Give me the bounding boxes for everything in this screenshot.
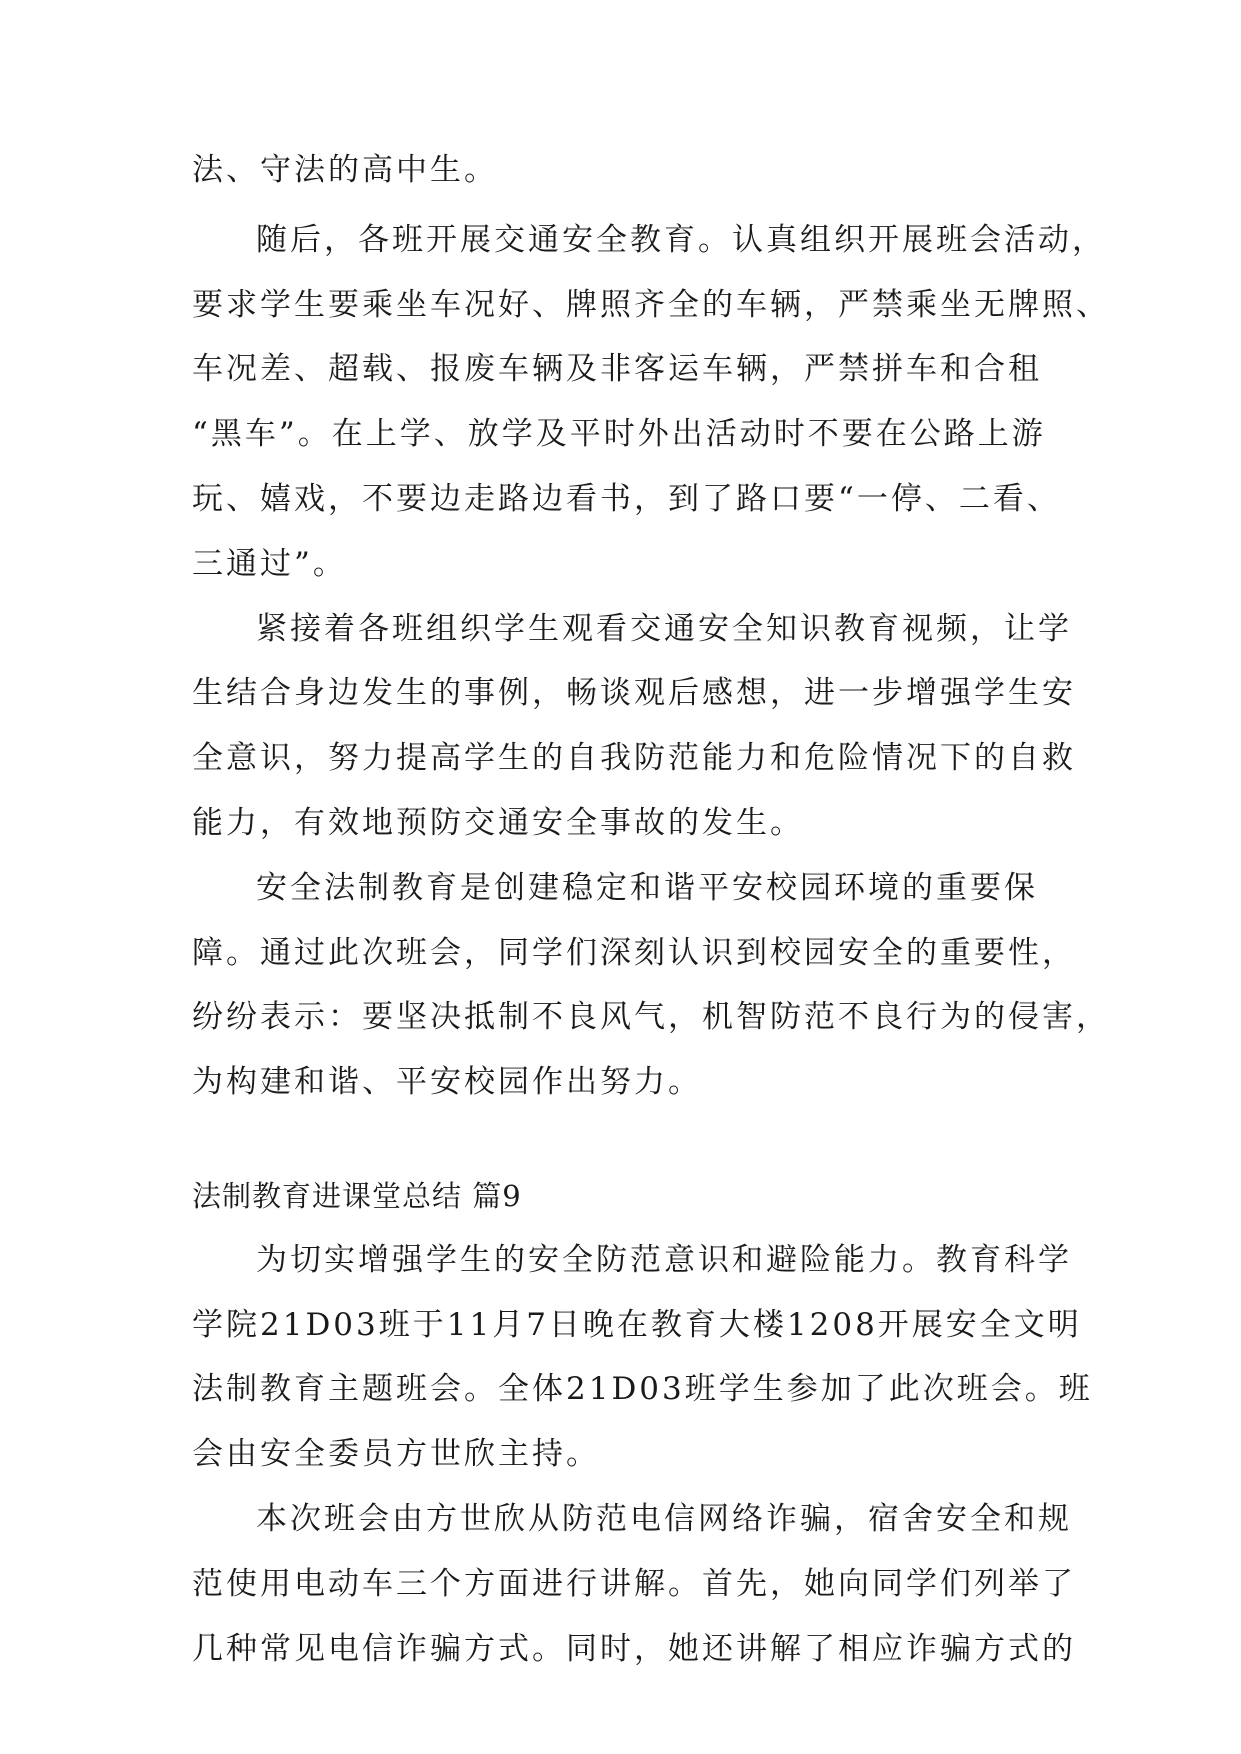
paragraph-line: 车况差、超载、报废车辆及非客运车辆，严禁拼车和合租 (192, 351, 1042, 387)
paragraph-line: 能力，有效地预防交通安全事故的发生。 (192, 805, 804, 841)
paragraph-line: 玩、嬉戏，不要边走路边看书，到了路口要“一停、二看、 (192, 481, 1061, 517)
paragraph-line: 范使用电动车三个方面进行讲解。首先，她向同学们列举了 (192, 1566, 1076, 1602)
paragraph-line: 为构建和谐、平安校园作出努力。 (192, 1064, 702, 1100)
paragraph-line: 随后，各班开展交通安全教育。认真组织开展班会活动， (256, 222, 1106, 258)
paragraph-line: 学院21D03班于11月7日晚在教育大楼1208开展安全文明 (192, 1307, 1082, 1343)
paragraph-line: 障。通过此次班会，同学们深刻认识到校园安全的重要性， (192, 935, 1076, 971)
paragraph-line: 为切实增强学生的安全防范意识和避险能力。教育科学 (256, 1242, 1072, 1278)
section-heading: 法制教育进课堂总结 篇9 (192, 1179, 522, 1213)
paragraph-line: 会由安全委员方世欣主持。 (192, 1436, 600, 1472)
paragraph-line: 安全法制教育是创建稳定和谐平安校园环境的重要保 (256, 870, 1038, 906)
paragraph-line: “黑车”。在上学、放学及平时外出活动时不要在公路上游 (192, 416, 1046, 452)
paragraph-line: 法、守法的高中生。 (192, 152, 498, 188)
paragraph-line: 三通过”。 (192, 546, 347, 582)
paragraph-line: 全意识，努力提高学生的自我防范能力和危险情况下的自救 (192, 740, 1076, 776)
paragraph-line: 法制教育主题班会。全体21D03班学生参加了此次班会。班 (192, 1371, 1093, 1407)
paragraph-line: 几种常见电信诈骗方式。同时，她还讲解了相应诈骗方式的 (192, 1631, 1076, 1667)
paragraph-line: 紧接着各班组织学生观看交通安全知识教育视频，让学 (256, 611, 1072, 647)
paragraph-line: 要求学生要乘坐车况好、牌照齐全的车辆，严禁乘坐无牌照、 (192, 287, 1110, 323)
paragraph-line: 生结合身边发生的事例，畅谈观后感想，进一步增强学生安 (192, 675, 1076, 711)
paragraph-line: 本次班会由方世欣从防范电信网络诈骗，宿舍安全和规 (256, 1501, 1072, 1537)
paragraph-line: 纷纷表示：要坚决抵制不良风气，机智防范不良行为的侵害， (192, 999, 1110, 1035)
